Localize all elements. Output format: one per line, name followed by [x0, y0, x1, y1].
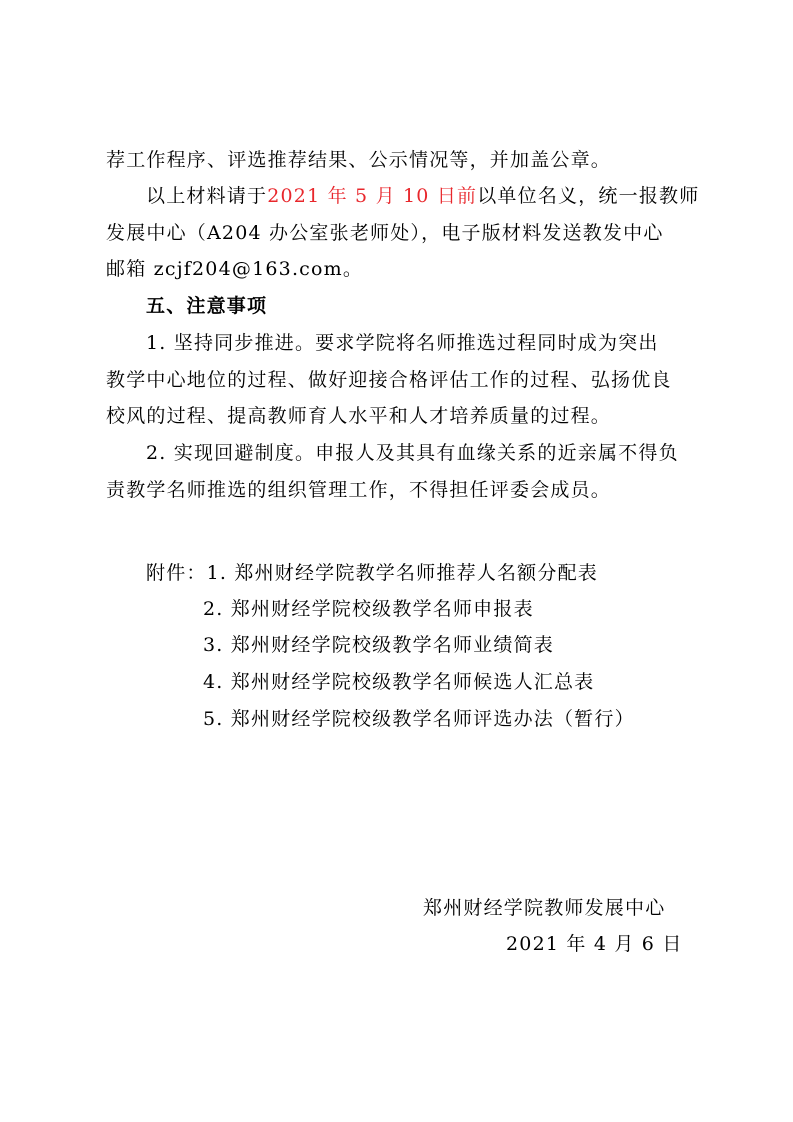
- signature-date: 2021 年 4 月 6 日: [506, 933, 683, 955]
- paragraph-line: 教学中心地位的过程、做好迎接合格评估工作的过程、弘扬优良: [106, 369, 672, 391]
- paragraph-line: 校风的过程、提高教师育人水平和人才培养质量的过程。: [106, 405, 612, 427]
- attachment-item: 2. 郑州财经学院校级教学名师申报表: [203, 598, 534, 620]
- section-heading: 五、注意事项: [146, 295, 268, 317]
- paragraph-line: 2. 实现回避制度。申报人及其具有血缘关系的近亲属不得负: [146, 442, 679, 464]
- signature-org: 郑州财经学院教师发展中心: [423, 897, 666, 919]
- attachment-item: 3. 郑州财经学院校级教学名师业绩简表: [203, 634, 554, 656]
- attachment-label: 附件：: [146, 562, 207, 584]
- paragraph-line: 荐工作程序、评选推荐结果、公示情况等，并加盖公章。: [106, 149, 612, 171]
- attachment-item: 5. 郑州财经学院校级教学名师评选办法（暂行）: [203, 708, 635, 730]
- attachment-item: 4. 郑州财经学院校级教学名师候选人汇总表: [203, 671, 595, 693]
- paragraph-text: 以单位名义，统一报教师: [477, 185, 700, 207]
- paragraph-line: 邮箱 zcjf204@163.com。: [106, 258, 364, 280]
- paragraph-line: 1. 坚持同步推进。要求学院将名师推选过程同时成为突出: [146, 332, 659, 354]
- paragraph-line: 发展中心（A204 办公室张老师处），电子版材料发送教发中心: [106, 222, 664, 244]
- paragraph-text: 以上材料请于: [146, 185, 268, 207]
- attachment-line: [146, 561, 598, 585]
- attachment-item: 1. 郑州财经学院教学名师推荐人名额分配表: [206, 562, 598, 584]
- paragraph-line: 责教学名师推选的组织管理工作，不得担任评委会成员。: [106, 479, 612, 501]
- deadline-highlight: 2021 年 5 月 10 日前: [267, 185, 478, 207]
- paragraph-line: [146, 184, 699, 208]
